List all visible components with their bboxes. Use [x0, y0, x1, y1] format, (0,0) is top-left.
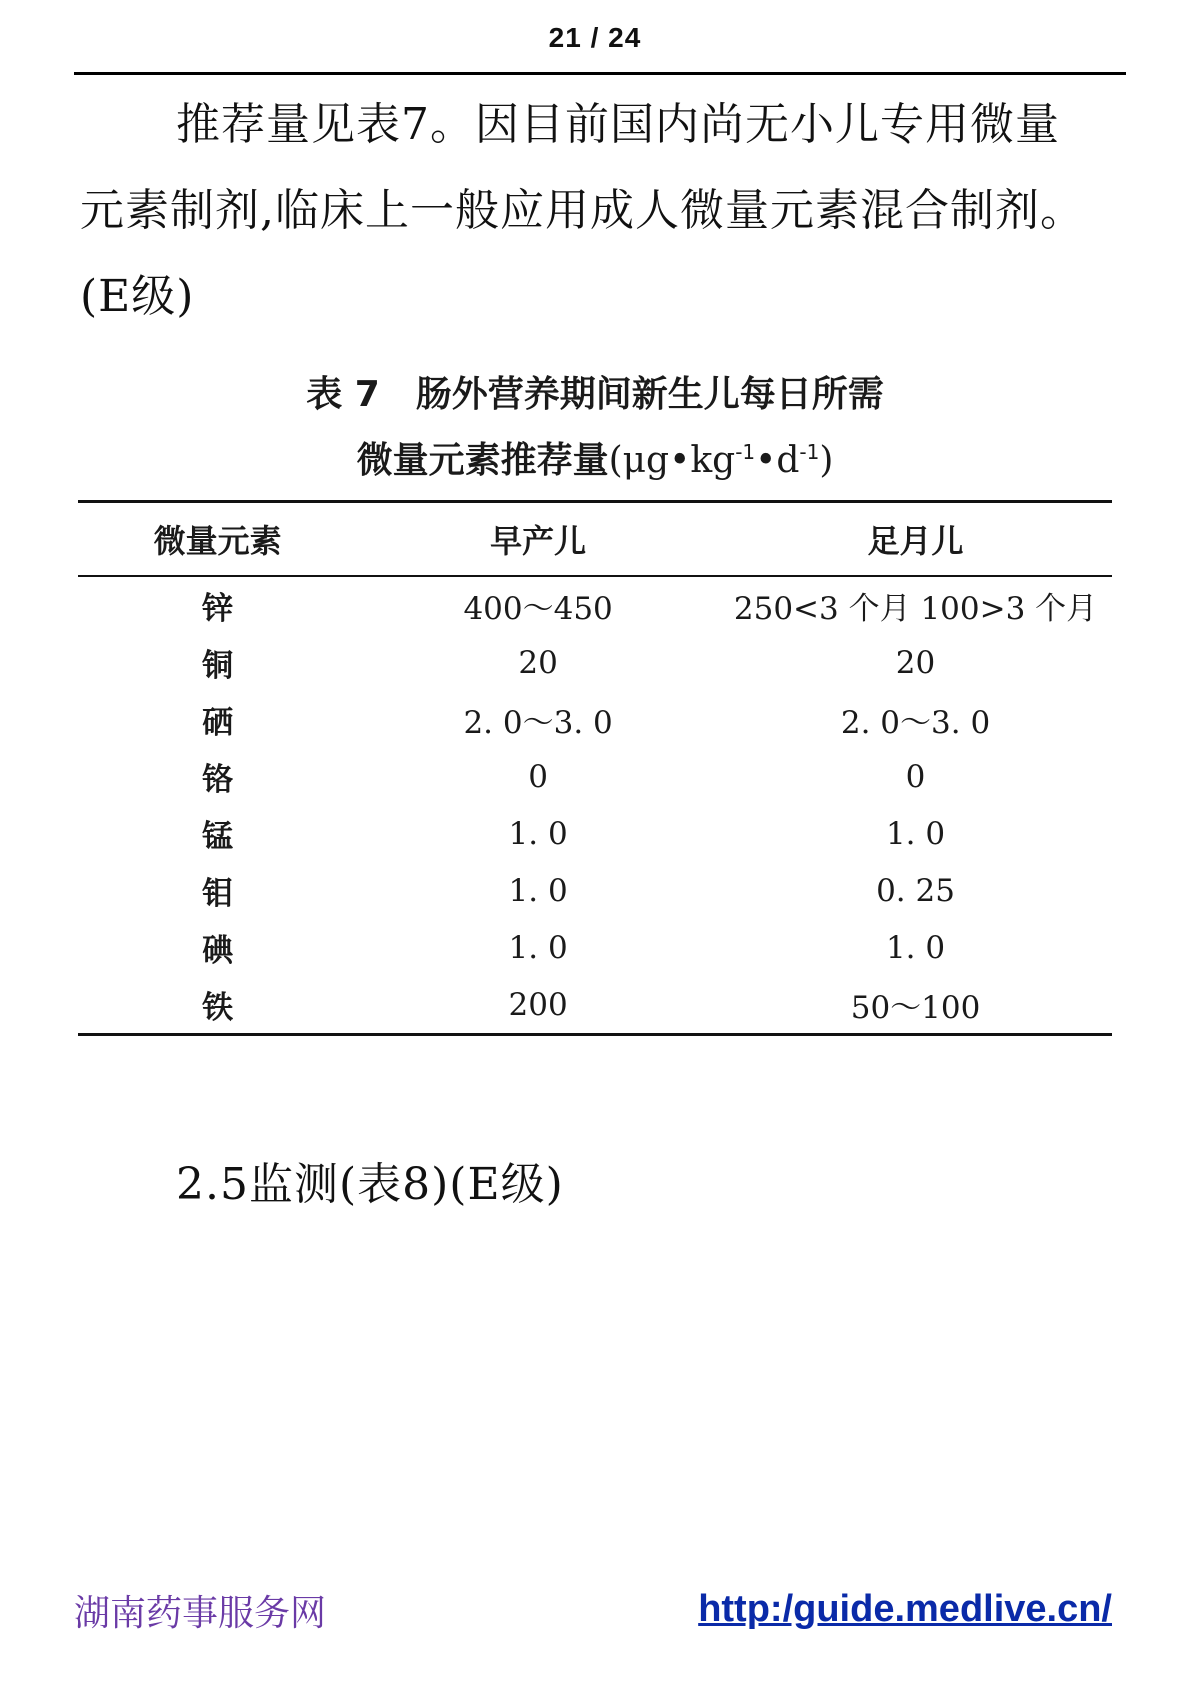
caption-title: 微量元素推荐量: [356, 440, 609, 481]
cell-term: 1. 0: [885, 929, 946, 966]
cell-term: 0. 25: [876, 872, 955, 909]
table-header-row: [78, 502, 1112, 577]
intro-paragraph: [80, 82, 1150, 340]
cell-element: 碘: [202, 933, 234, 969]
table-row: [78, 862, 1112, 919]
cell-term: 0: [905, 758, 926, 795]
cell-preterm: 1. 0: [508, 815, 568, 852]
header-preterm: 早产儿: [490, 522, 587, 560]
cell-term: 2. 0～3. 0: [840, 705, 991, 741]
table-row: [78, 691, 1112, 748]
cell-preterm: 1. 0: [508, 872, 568, 909]
cell-element: 铜: [202, 648, 234, 684]
cell-term: 50～100: [850, 990, 981, 1026]
cell-element: 铁: [202, 990, 234, 1026]
table-row: [78, 919, 1112, 976]
caption-unit-c: ): [819, 440, 834, 481]
cell-preterm: 1. 0: [508, 929, 568, 966]
cell-term: 250<3 个月 100>3 个月: [733, 591, 1098, 627]
cell-preterm: 200: [508, 986, 568, 1023]
cell-element: 铬: [202, 762, 234, 798]
cell-element: 硒: [202, 705, 234, 741]
table-caption-line-2: [80, 432, 1110, 483]
cell-preterm: 0: [528, 758, 548, 795]
table-row: [78, 634, 1112, 691]
table-row: [78, 748, 1112, 805]
cell-term: 1. 0: [885, 815, 946, 852]
section-heading: 2.5监测(表8)(E级): [176, 1159, 564, 1210]
caption-unit-a: (μg•kg: [608, 440, 736, 481]
header-element: 微量元素: [153, 522, 282, 560]
cell-preterm: 400～450: [463, 591, 613, 627]
site-name: 湖南药事服务网: [74, 1593, 327, 1634]
cell-element: 锰: [202, 819, 234, 855]
cell-element: 钼: [202, 876, 234, 912]
page-number: 21 / 24: [548, 22, 642, 53]
cell-element: 锌: [202, 591, 234, 627]
paragraph-line-3: (E级): [80, 271, 195, 322]
table-row: [78, 805, 1112, 862]
header-divider: [74, 72, 1126, 75]
table-row: [78, 576, 1112, 634]
caption-sup-1: -1: [735, 440, 756, 464]
table-row: [78, 976, 1112, 1035]
cell-preterm: 2. 0～3. 0: [463, 705, 613, 741]
cell-term: 20: [895, 644, 936, 681]
caption-sup-2: -1: [799, 440, 820, 464]
paragraph-line-2: 元素制剂,临床上一般应用成人微量元素混合制剂。: [80, 185, 1085, 236]
paragraph-line-1: 推荐量见表7。因目前国内尚无小儿专用微量: [176, 99, 1060, 150]
table-caption-line-1: 表 7 肠外营养期间新生儿每日所需: [306, 374, 884, 415]
site-link[interactable]: http:/guide.medlive.cn/: [698, 1588, 1112, 1630]
cell-preterm: 20: [518, 644, 558, 681]
header-term: 足月儿: [867, 522, 964, 560]
caption-unit-b: •d: [755, 440, 800, 481]
trace-element-table: [78, 500, 1112, 1036]
